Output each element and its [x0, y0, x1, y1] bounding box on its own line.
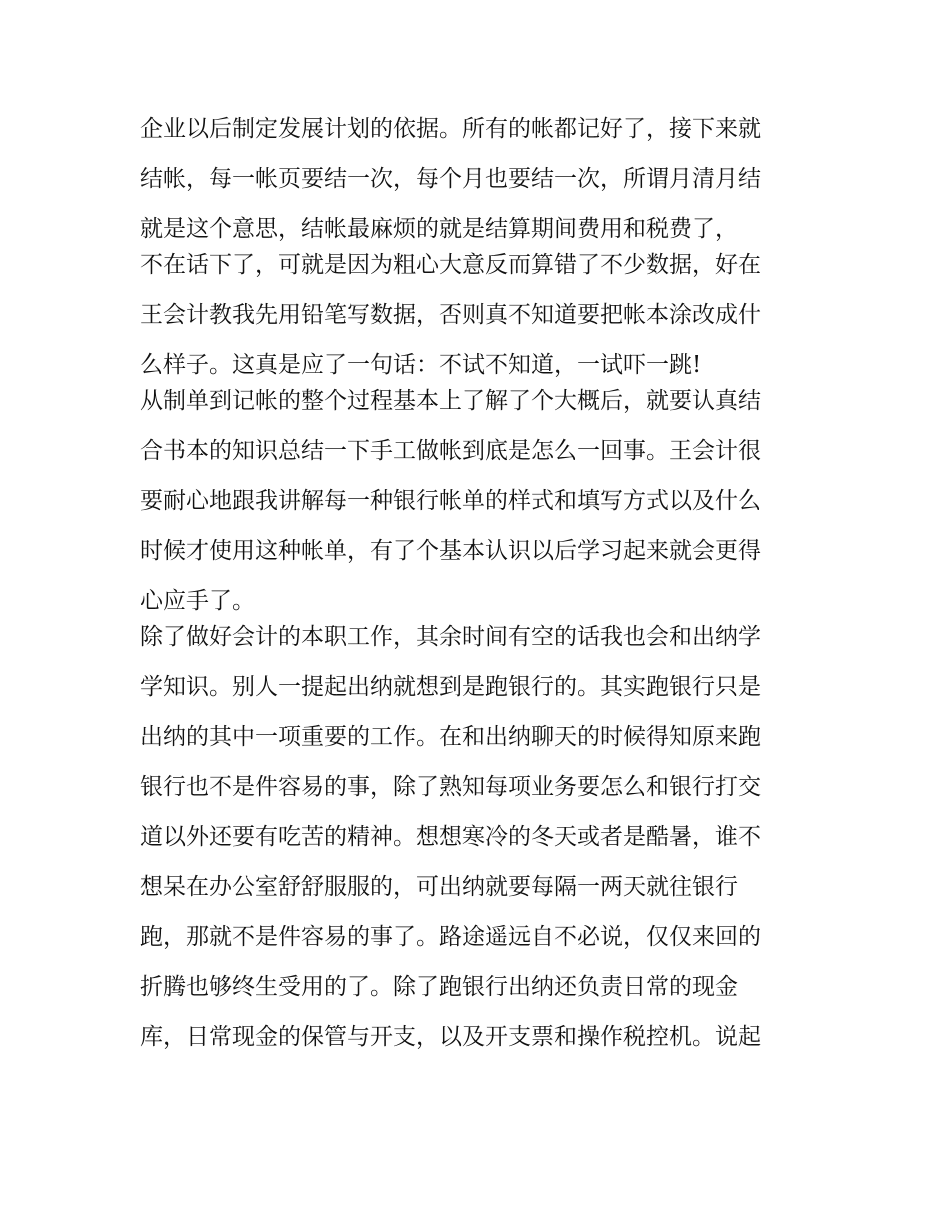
body-text	[140, 109, 820, 1067]
text-line: 王会计教我先用铅笔写数据，否则真不知道要把帐本涂改成什	[140, 302, 761, 328]
text-line: 库，日常现金的保管与开支，以及开支票和操作税控机。说起	[140, 1024, 761, 1050]
text-line: 跑，那就不是件容易的事了。路途遥远自不必说，仅仅来回的	[140, 924, 761, 950]
text-line: 学知识。别人一提起出纳就想到是跑银行的。其实跑银行只是	[140, 674, 761, 700]
text-line: 出纳的其中一项重要的工作。在和出纳聊天的时候得知原来跑	[140, 724, 761, 750]
text-line: 除了做好会计的本职工作，其余时间有空的话我也会和出纳学	[140, 624, 761, 650]
text-line: 道以外还要有吃苦的精神。想想寒冷的冬天或者是酷暑，谁不	[140, 824, 761, 850]
text-line: 结帐，每一帐页要结一次，每个月也要结一次，所谓月清月结	[140, 166, 761, 192]
text-line: 要耐心地跟我讲解每一种银行帐单的样式和填写方式以及什么	[140, 488, 761, 514]
text-line: 么样子。这真是应了一句话：不试不知道，一试吓一跳!	[140, 352, 702, 378]
text-line: 心应手了。	[140, 588, 255, 614]
text-line: 时候才使用这种帐单，有了个基本认识以后学习起来就会更得	[140, 538, 761, 564]
text-line: 折腾也够终生受用的了。除了跑银行出纳还负责日常的现金	[140, 974, 738, 1000]
text-line: 企业以后制定发展计划的依据。所有的帐都记好了，接下来就	[140, 116, 761, 142]
text-line: 从制单到记帐的整个过程基本上了解了个大概后，就要认真结	[140, 388, 761, 414]
text-line: 不在话下了，可就是因为粗心大意反而算错了不少数据，好在	[140, 252, 761, 278]
text-line: 银行也不是件容易的事，除了熟知每项业务要怎么和银行打交	[140, 774, 761, 800]
text-line: 合书本的知识总结一下手工做帐到底是怎么一回事。王会计很	[140, 438, 761, 464]
text-line: 就是这个意思，结帐最麻烦的就是结算期间费用和税费了，	[140, 216, 738, 242]
text-line: 想呆在办公室舒舒服服的，可出纳就要每隔一两天就往银行	[140, 874, 738, 900]
